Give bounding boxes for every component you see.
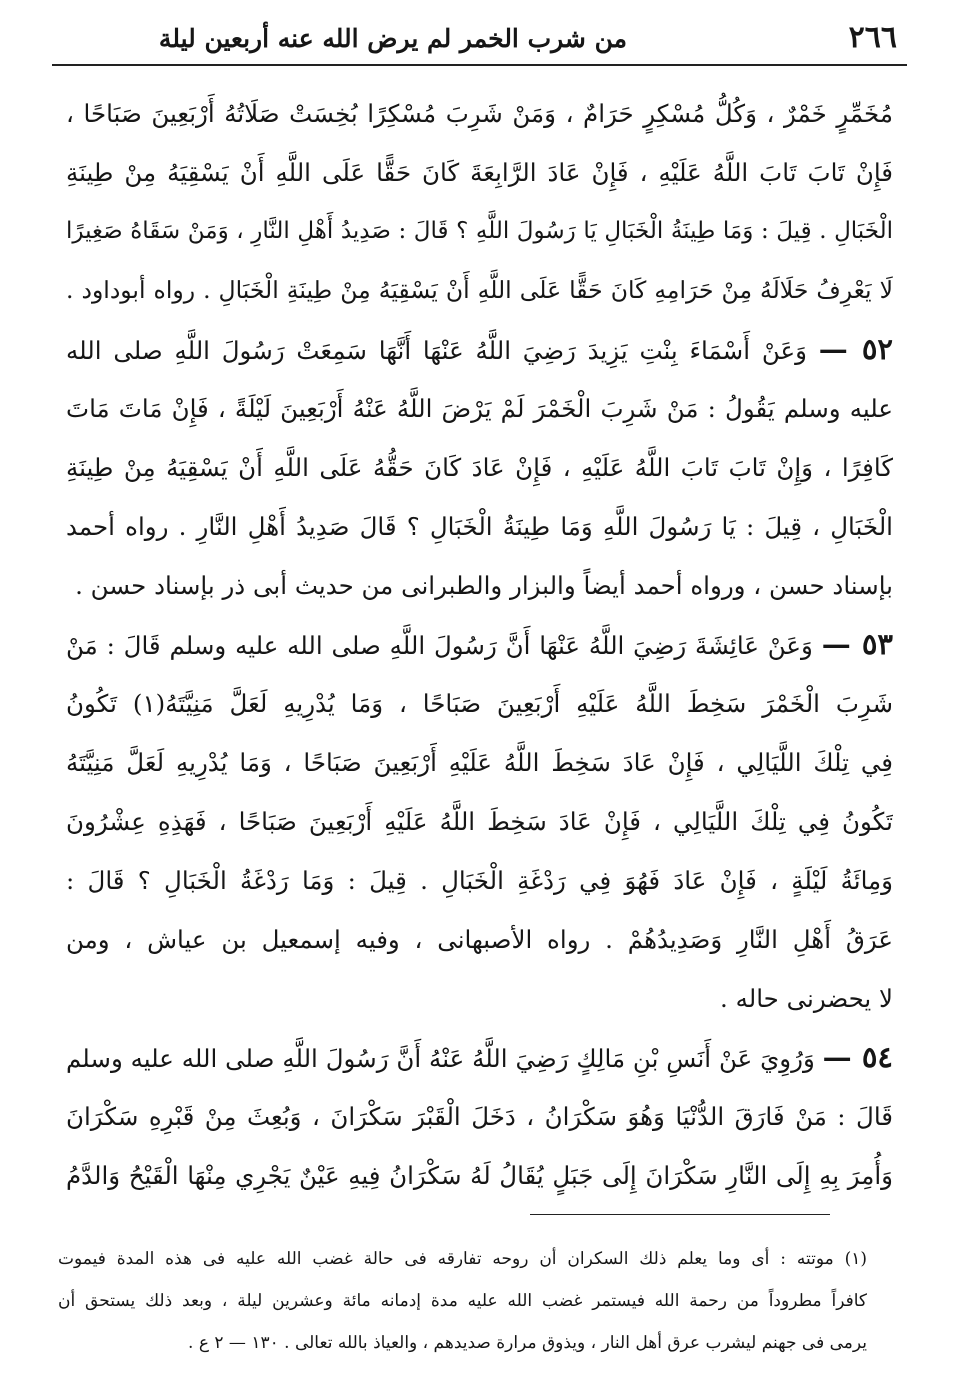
page-body bbox=[66, 84, 893, 1205]
text-line: قَالَ : مَنْ فَارَقَ الدُّنْيَا وَهُوَ سَكْرَانُ ، دَخَلَ الْقَبْرَ سَكْرَانَ ، وَبُعِثَ مِنْ قَبْرِهِ سَكْرَانَ bbox=[66, 1102, 893, 1131]
hadith-54 bbox=[66, 1028, 893, 1205]
footnote-line: (١) موتته : أى وما يعلم ذلك السكران أن روحه تفارقه فى حالة غضب الله عليه فى هذه المدة فيموت bbox=[58, 1249, 867, 1269]
text-line: وَأُمِرَ بِهِ إِلَى النَّارِ سَكْرَانَ إِلَى جَبَلٍ يُقَالُ لَهُ سَكْرَانُ فِيهِ عَيْنٌ يَجْرِي مِنْهَا الْقَيْحُ وَالدَّمُ bbox=[66, 1161, 893, 1190]
running-title: من شرب الخمر لم يرض الله عنه أربعين ليلة bbox=[158, 24, 627, 53]
hadith-52 bbox=[66, 320, 893, 615]
text-line: فَإِنْ تَابَ تَابَ اللَّهُ عَلَيْهِ ، فَإِنْ عَادَ الرَّابِعَةَ كَانَ حَقًّا عَلَى اللَّهِ أَنْ يَسْقِيَهُ مِنْ طِينَةِ bbox=[66, 158, 893, 187]
text-line: عليه وسلم يَقُولُ : مَنْ شَرِبَ الْخَمْرَ لَمْ يَرْضَ اللَّهُ عَنْهُ أَرْبَعِينَ لَيْلَةً ، فَإِنْ مَاتَ مَاتَ bbox=[66, 394, 893, 423]
text-line: تَكُونُ فِي تِلْكَ اللَّيَالِي ، فَإِنْ عَادَ سَخِطَ اللَّهُ عَلَيْهِ أَرْبَعِينَ صَبَاحًا ، فَهَذِهِ عِشْرُونَ bbox=[66, 807, 893, 836]
hadith-number: ٥٤ — bbox=[822, 1040, 893, 1074]
footnote-line: كافراً مطروداً من رحمة الله فيستمر غضب الله عليه مدة إدمانه مائة وعشرين ليلة ، وبعد ذلك يستحق أن bbox=[58, 1291, 867, 1311]
intro-paragraph bbox=[66, 84, 893, 320]
text-line: مُخَمِّرٍ خَمْرٌ ، وَكُلُّ مُسْكِرٍ حَرَامٌ ، وَمَنْ شَرِبَ مُسْكِرًا بُخِسَتْ صَلَاتُهُ أَرْبَعِينَ صَبَاحًا ، bbox=[66, 99, 893, 128]
text-line: لا يحضرنى حاله . bbox=[720, 984, 893, 1013]
text-line: وَعَنْ عَائِشَةَ رَضِيَ اللَّهُ عَنْهَا أَنَّ رَسُولَ اللَّهِ صلى الله عليه وسلم قَالَ : مَنْ bbox=[66, 631, 813, 660]
header-divider bbox=[52, 64, 907, 66]
text-line: شَرِبَ الْخَمْرَ سَخِطَ اللَّهُ عَلَيْهِ أَرْبَعِينَ صَبَاحًا ، وَمَا يُدْرِيهِ لَعَلَّ مَنِيَّتَهُ(١) تَكُونُ bbox=[66, 689, 893, 718]
text-line: لَا يَعْرِفُ حَلَالَهُ مِنْ حَرَامِهِ كَانَ حَقًّا عَلَى اللَّهِ أَنْ يَسْقِيَهُ مِنْ طِينَةِ الْخَبَالِ . رواه أبوداود . bbox=[66, 276, 893, 304]
text-line: الْخَبَالِ ، قِيلَ : يَا رَسُولَ اللَّهِ وَمَا طِينَةُ الْخَبَالِ ؟ قَالَ صَدِيدُ أَهْلِ النَّارِ . رواه أحمد bbox=[66, 512, 893, 541]
text-line: وَعَنْ أَسْمَاءَ بِنْتِ يَزِيدَ رَضِيَ اللَّهُ عَنْهَا أَنَّهَا سَمِعَتْ رَسُولَ اللَّهِ صلى الله bbox=[66, 336, 807, 365]
hadith-53 bbox=[66, 615, 893, 1028]
hadith-number: ٥٣ — bbox=[821, 627, 893, 661]
text-line: كَافِرًا ، وَإِنْ تَابَ تَابَ اللَّهُ عَلَيْهِ ، فَإِنْ عَادَ كَانَ حَقُّهُ عَلَى اللَّهِ أَنْ يَسْقِيَهُ مِنْ طِينَةِ bbox=[66, 453, 893, 482]
footnote-line: يرمى فى جهنم ليشرب عرق أهل النار ، ويذوق مرارة صديدهم ، والعياذ بالله تعالى . ١٣٠ — ٢ ع . bbox=[188, 1333, 867, 1353]
text-line: بإسناد حسن ، ورواه أحمد أيضاً والبزار والطبرانى من حديث أبى ذر بإسناد حسن . bbox=[75, 571, 893, 600]
footnote-divider bbox=[530, 1214, 830, 1215]
page-number: ٢٦٦ bbox=[848, 20, 897, 55]
footnotes bbox=[58, 1238, 867, 1364]
text-line: وَمِائَةُ لَيْلَةٍ ، فَإِنْ عَادَ فَهُوَ فِي رَدْغَةِ الْخَبَالِ . قِيلَ : وَمَا رَدْغَةُ الْخَبَالِ ؟ قَالَ : bbox=[66, 866, 893, 895]
text-line: الْخَبَالِ . قِيلَ : وَمَا طِينَةُ الْخَبَالِ يَا رَسُولَ اللَّهِ ؟ قَالَ : صَدِيدُ أَهْلِ النَّارِ ، وَمَنْ سَقَاهُ صَغِيرًا bbox=[66, 218, 893, 244]
text-line: فِي تِلْكَ اللَّيَالِي ، فَإِنْ عَادَ سَخِطَ اللَّهُ عَلَيْهِ أَرْبَعِينَ صَبَاحًا ، وَمَا يُدْرِيهِ لَعَلَّ مَنِيَّتَهُ bbox=[66, 748, 893, 777]
page-header bbox=[62, 18, 897, 58]
text-line: عَرَقُ أَهْلِ النَّارِ وَصَدِيدُهُمْ . رواه الأصبهانى ، وفيه إسمعيل بن عياش ، ومن bbox=[66, 925, 893, 954]
hadith-number: ٥٢ — bbox=[818, 332, 893, 366]
text-line: وَرُوِيَ عَنْ أَنَسِ بْنِ مَالِكٍ رَضِيَ اللَّهُ عَنْهُ أَنَّ رَسُولَ اللَّهِ صلى الله عليه وسلم bbox=[66, 1044, 815, 1073]
